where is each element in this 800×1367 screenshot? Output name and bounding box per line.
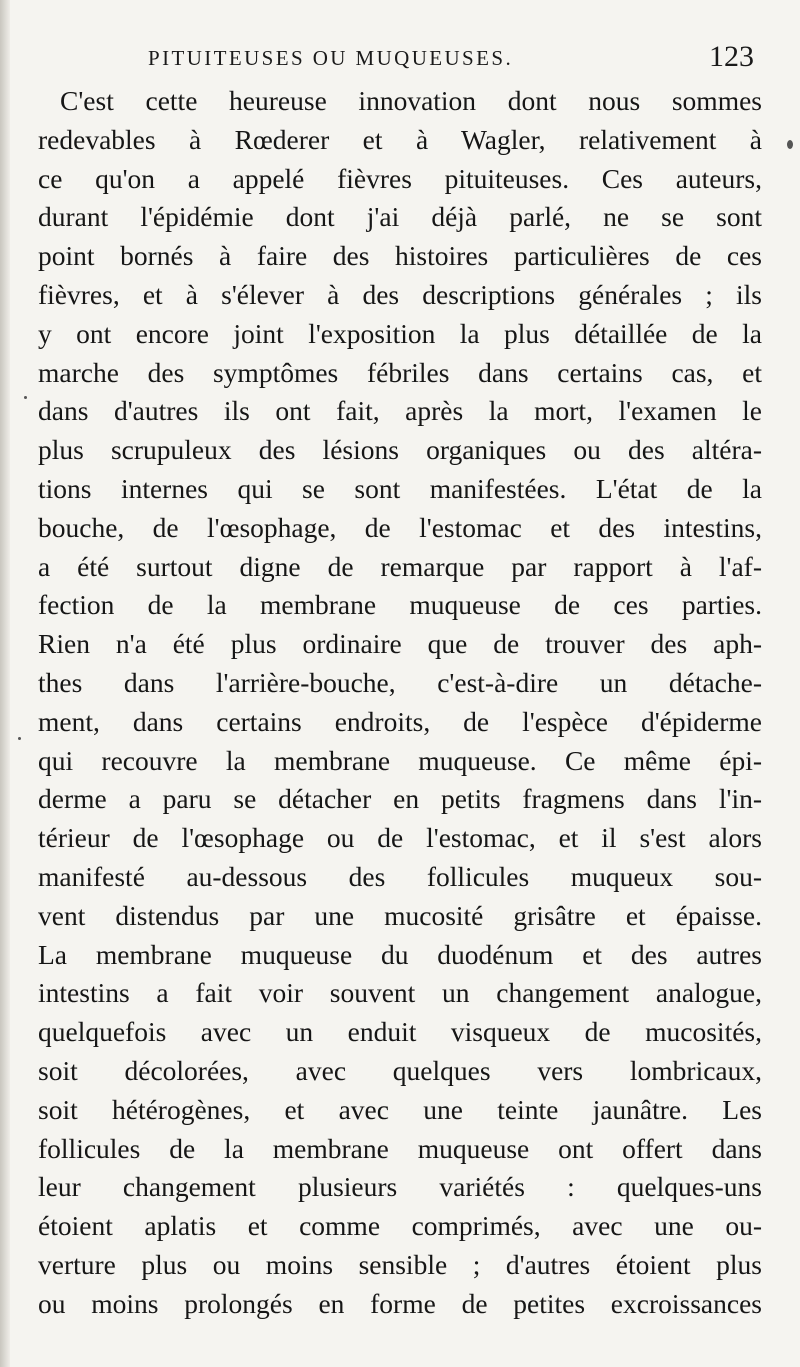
text-line: follicules de la membrane muqueuse ont offert dans [38, 1132, 762, 1164]
text-line: ment, dans certains endroits, de l'espèce d'épiderme [38, 705, 762, 737]
text-line: intestins a fait voir souvent un changement analogue, [38, 977, 762, 1009]
text-line: quelquefois avec un enduit visqueux de mucosités, [38, 1016, 762, 1048]
text-line: dans d'autres ils ont fait, après la mort, l'examen le [38, 395, 762, 427]
ink-speck [24, 396, 27, 399]
text-line: y ont encore joint l'exposition la plus détaillée de la [38, 317, 762, 349]
text-line: étoient aplatis et comme comprimés, avec une ou- [38, 1210, 762, 1242]
running-head [40, 40, 760, 80]
text-line: qui recouvre la membrane muqueuse. Ce même épi- [38, 744, 762, 776]
text-line: Rien n'a été plus ordinaire que de trouver des aph- [38, 628, 762, 660]
text-line: verture plus ou moins sensible ; d'autres étoient plus [38, 1248, 762, 1280]
text-line: vent distendus par une mucosité grisâtre et épaisse. [38, 899, 762, 931]
text-line: redevables à Rœderer et à Wagler, relativement à [38, 123, 762, 155]
text-line: a été surtout digne de remarque par rapport à l'af- [38, 550, 762, 582]
text-line: leur changement plusieurs variétés : quelques-uns [38, 1171, 762, 1203]
text-line: thes dans l'arrière-bouche, c'est-à-dire un détache- [38, 666, 762, 698]
text-line: fièvres, et à s'élever à des descriptions générales ; ils [38, 278, 762, 310]
page-edge-shadow [0, 0, 10, 1367]
ink-speck [787, 140, 793, 149]
text-line: soit hétérogènes, et avec une teinte jaunâtre. Les [38, 1093, 762, 1125]
text-line: bouche, de l'œsophage, de l'estomac et des intestins, [38, 511, 762, 543]
text-line: La membrane muqueuse du duodénum et des autres [38, 938, 762, 970]
text-line: ce qu'on a appelé fièvres pituiteuses. Ces auteurs, [38, 162, 762, 194]
text-line: ou moins prolongés en forme de petites excroissances [38, 1287, 762, 1319]
text-line: fection de la membrane muqueuse de ces parties. [38, 589, 762, 621]
page-number: 123 [709, 40, 754, 73]
text-line: plus scrupuleux des lésions organiques ou des altéra- [38, 434, 762, 466]
text-line: marche des symptômes fébriles dans certains cas, et [38, 356, 762, 388]
text-line: soit décolorées, avec quelques vers lombricaux, [38, 1054, 762, 1086]
running-head-title: PITUITEUSES OU MUQUEUSES. [148, 46, 514, 70]
text-line: derme a paru se détacher en petits fragmens dans l'in- [38, 783, 762, 815]
body-text [38, 82, 762, 1324]
ink-speck [18, 737, 21, 740]
text-line: manifesté au-dessous des follicules muqueux sou- [38, 860, 762, 892]
text-line: térieur de l'œsophage ou de l'estomac, et il s'est alors [38, 822, 762, 854]
text-line: tions internes qui se sont manifestées. L'état de la [38, 472, 762, 504]
text-line: point bornés à faire des histoires particulières de ces [38, 240, 762, 272]
text-line: durant l'épidémie dont j'ai déjà parlé, ne se sont [38, 201, 762, 233]
text-line: C'est cette heureuse innovation dont nous sommes [60, 85, 762, 116]
